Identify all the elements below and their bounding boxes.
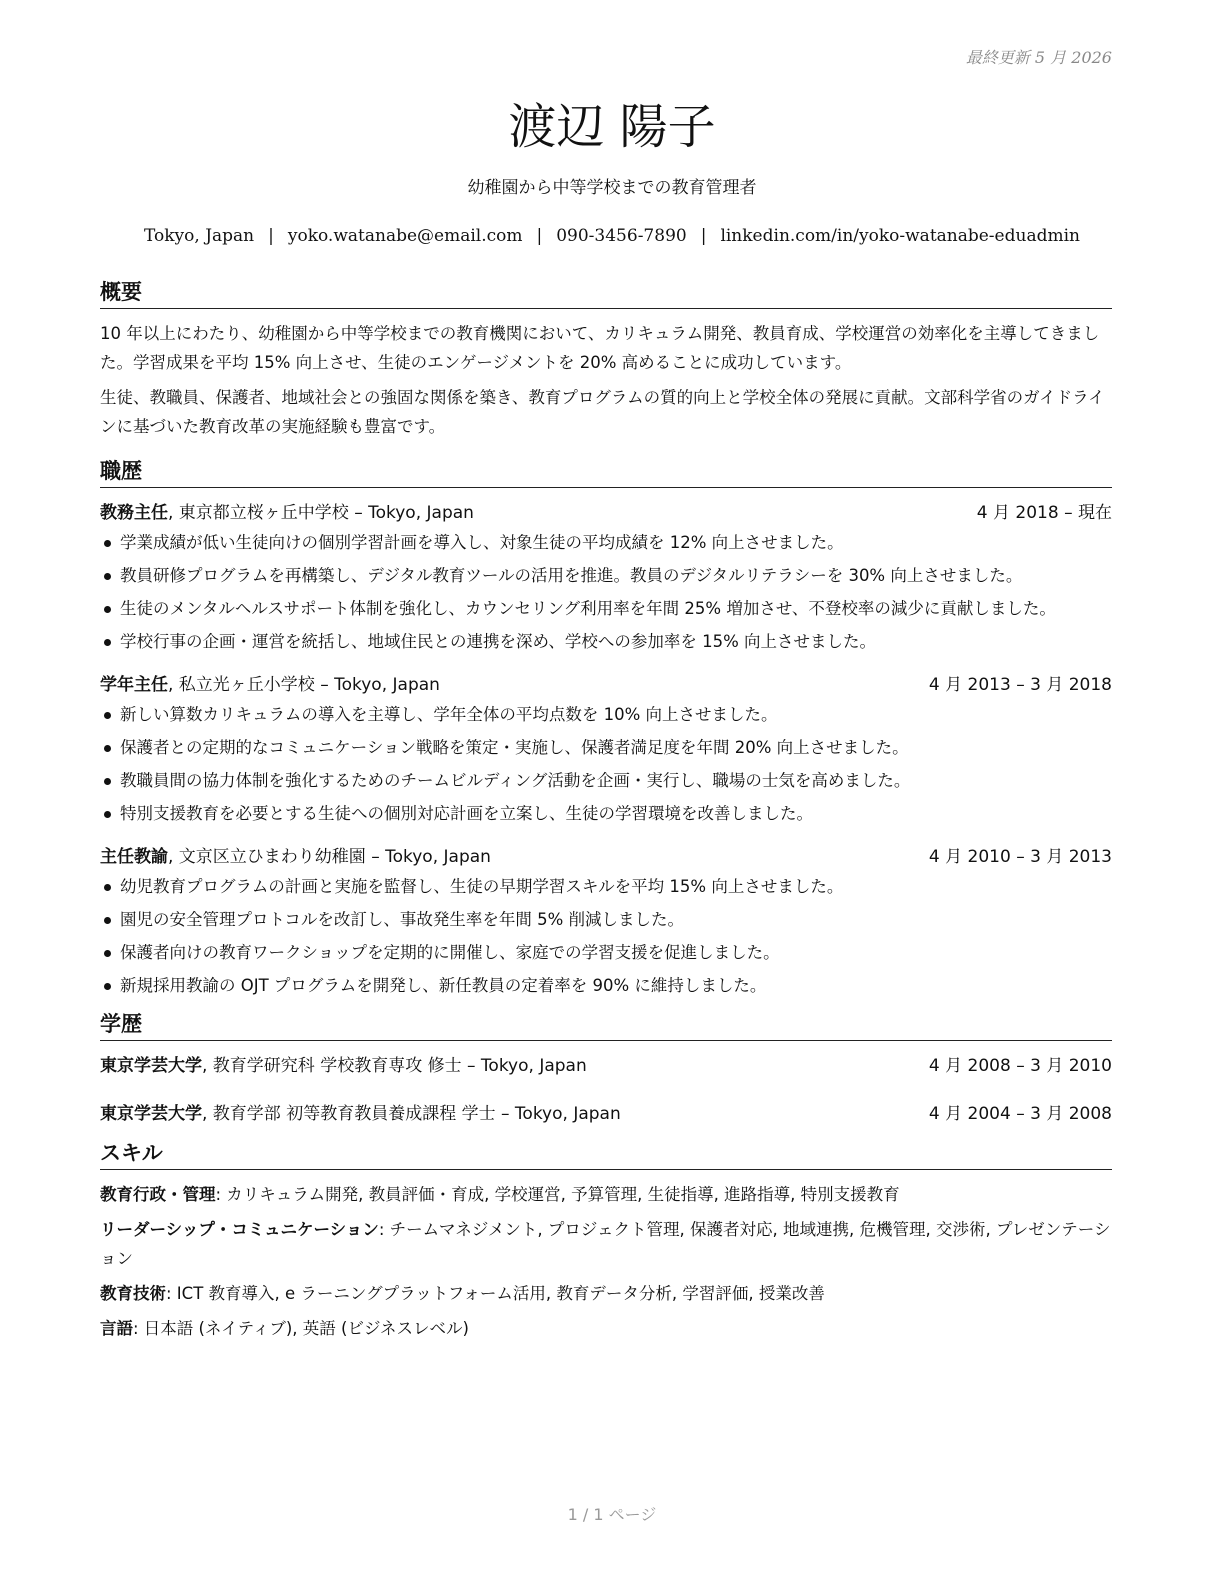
job-dates: 4 月 2013 – 3 月 2018 bbox=[928, 675, 1112, 695]
job-entry bbox=[100, 498, 1112, 656]
job-bullet: 幼児教育プログラムの計画と実施を監督し、生徒の早期学習スキルを平均 15% 向上させました。 bbox=[100, 872, 1112, 901]
separator: | bbox=[268, 226, 274, 246]
education-dates: 4 月 2004 – 3 月 2008 bbox=[928, 1104, 1112, 1124]
skill-value: : カリキュラム開発, 教員評価・育成, 学校運営, 予算管理, 生徒指導, 進路指導, 特別支援教育 bbox=[215, 1185, 900, 1204]
summary-paragraph: 生徒、教職員、保護者、地域社会との強固な関係を築き、教育プログラムの質的向上と学校全体の発展に貢献。文部科学省のガイドラインに基づいた教育改革の実施経験も豊富です。 bbox=[100, 388, 1105, 436]
contact-phone: 090-3456-7890 bbox=[556, 226, 687, 246]
job-role: 教務主任 bbox=[100, 503, 168, 523]
skill-label: 教育行政・管理 bbox=[100, 1185, 216, 1204]
education-dates: 4 月 2008 – 3 月 2010 bbox=[928, 1056, 1112, 1076]
education-school: 東京学芸大学 bbox=[100, 1056, 202, 1076]
job-org: , 文京区立ひまわり幼稚園 – Tokyo, Japan bbox=[168, 847, 491, 867]
job-bullet: 学業成績が低い生徒向けの個別学習計画を導入し、対象生徒の平均成績を 12% 向上させました。 bbox=[100, 528, 1112, 557]
job-bullet: 保護者との定期的なコミュニケーション戦略を策定・実施し、保護者満足度を年間 20% 向上させました。 bbox=[100, 733, 1112, 762]
skill-value: : ICT 教育導入, e ラーニングプラットフォーム活用, 教育データ分析, 学習評価, 授業改善 bbox=[166, 1284, 825, 1303]
person-name: 渡辺 陽子 bbox=[508, 99, 716, 155]
job-role: 主任教諭 bbox=[100, 847, 168, 867]
job-bullet: 教職員間の協力体制を強化するためのチームビルディング活動を企画・実行し、職場の士気を高めました。 bbox=[100, 766, 1112, 795]
skill-row bbox=[100, 1215, 1112, 1273]
page-number: 1 / 1 ページ bbox=[567, 1505, 657, 1524]
job-bullet: 特別支援教育を必要とする生徒への個別対応計画を立案し、生徒の学習環境を改善しました。 bbox=[100, 799, 1112, 828]
job-entry bbox=[100, 670, 1112, 828]
contact-linkedin[interactable]: linkedin.com/in/yoko-watanabe-eduadmin bbox=[720, 226, 1080, 246]
job-bullet: 保護者向けの教育ワークショップを定期的に開催し、家庭での学習支援を促進しました。 bbox=[100, 938, 1112, 967]
skill-value: : チームマネジメント, プロジェクト管理, 保護者対応, 地域連携, 危機管理, 交渉術, プレゼンテーション bbox=[100, 1220, 1111, 1268]
separator: | bbox=[536, 226, 543, 246]
education-entry bbox=[100, 1051, 1112, 1081]
job-bullet: 新規採用教諭の OJT プログラムを開発し、新任教員の定着率を 90% に維持しました。 bbox=[100, 971, 1112, 1000]
job-bullet: 園児の安全管理プロトコルを改訂し、事故発生率を年間 5% 削減しました。 bbox=[100, 905, 1112, 934]
job-bullet: 教員研修プログラムを再構築し、デジタル教育ツールの活用を推進。教員のデジタルリテラシーを 30% 向上させました。 bbox=[100, 561, 1112, 590]
job-dates: 4 月 2018 – 現在 bbox=[976, 503, 1112, 523]
contact-location: Tokyo, Japan bbox=[144, 226, 255, 246]
skill-row bbox=[100, 1180, 1112, 1209]
last-updated: 最終更新 5 月 2026 bbox=[965, 48, 1112, 67]
skill-value: : 日本語 (ネイティブ), 英語 (ビジネスレベル) bbox=[133, 1319, 469, 1338]
section-title-summary: 概要 bbox=[100, 276, 1112, 309]
job-bullet: 生徒のメンタルヘルスサポート体制を強化し、カウンセリング利用率を年間 25% 増加させ、不登校率の減少に貢献しました。 bbox=[100, 594, 1112, 623]
resume-body bbox=[100, 276, 1112, 1349]
job-dates: 4 月 2010 – 3 月 2013 bbox=[928, 847, 1112, 867]
separator: | bbox=[700, 226, 707, 246]
education-school: 東京学芸大学 bbox=[100, 1104, 202, 1124]
skill-label: リーダーシップ・コミュニケーション bbox=[100, 1220, 379, 1239]
skill-label: 教育技術 bbox=[100, 1284, 166, 1303]
job-bullet: 新しい算数カリキュラムの導入を主導し、学年全体の平均点数を 10% 向上させました。 bbox=[100, 700, 1112, 729]
job-bullet: 学校行事の企画・運営を統括し、地域住民との連携を深め、学校への参加率を 15% 向上させました。 bbox=[100, 627, 1112, 656]
headline: 幼稚園から中等学校までの教育管理者 bbox=[467, 178, 757, 198]
education-entry bbox=[100, 1099, 1112, 1129]
education-detail: , 教育学研究科 学校教育専攻 修士 – Tokyo, Japan bbox=[202, 1056, 587, 1076]
section-title-education: 学歴 bbox=[100, 1008, 1112, 1041]
education-detail: , 教育学部 初等教育教員養成課程 学士 – Tokyo, Japan bbox=[202, 1104, 621, 1124]
summary-paragraph: 10 年以上にわたり、幼稚園から中等学校までの教育機関において、カリキュラム開発、教員育成、学校運営の効率化を主導してきました。学習成果を平均 15% 向上させ、生徒のエンゲージメントを 20% 高めることに成功しています。 bbox=[100, 324, 1100, 372]
contact-line bbox=[0, 226, 1224, 246]
job-role: 学年主任 bbox=[100, 675, 168, 695]
skill-row bbox=[100, 1314, 1112, 1343]
job-org: , 私立光ヶ丘小学校 – Tokyo, Japan bbox=[168, 675, 440, 695]
section-title-experience: 職歴 bbox=[100, 455, 1112, 488]
skill-row bbox=[100, 1279, 1112, 1308]
job-entry bbox=[100, 842, 1112, 1000]
job-org: , 東京都立桜ヶ丘中学校 – Tokyo, Japan bbox=[168, 503, 474, 523]
section-title-skills: スキル bbox=[100, 1137, 1112, 1170]
contact-email[interactable]: yoko.watanabe@email.com bbox=[287, 226, 523, 246]
skill-label: 言語 bbox=[100, 1319, 133, 1338]
